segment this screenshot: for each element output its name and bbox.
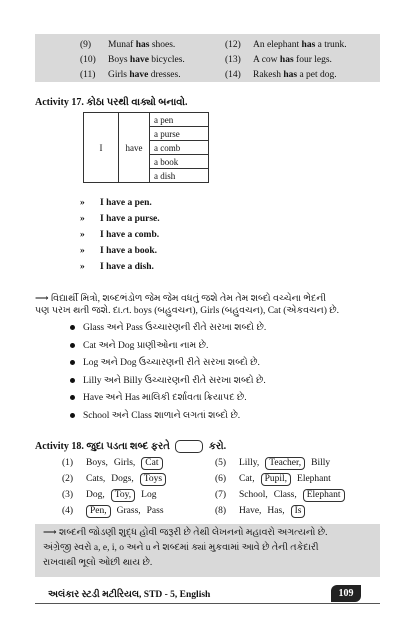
note1-line: વિદ્યાર્થી મિત્રો, શબ્દભંડોળ જેમ જેમ વધતું જશે તેમ તેમ શબ્દો વચ્ચેના ભેદની	[51, 294, 327, 304]
answer-text: I have a comb.	[100, 230, 160, 240]
double-chevron-icon: »	[80, 214, 85, 224]
odd-word-row	[62, 505, 170, 518]
double-chevron-icon: »	[80, 262, 85, 272]
answer-text: I have a dish.	[100, 262, 154, 272]
bullet-item	[70, 375, 266, 386]
word: Class,	[273, 490, 297, 500]
list-item	[225, 54, 332, 66]
odd-word-row	[215, 473, 337, 486]
note2-line: અંગ્રેજી સ્વરો a, e, i, o અને u ને શબ્દમાં ક્યાં મુકવામાં આવે છે તેની તકેદારી	[43, 543, 319, 553]
list-object: a trunk.	[315, 40, 347, 50]
arrow-icon: ⟶	[43, 528, 57, 538]
list-subject: Girls	[108, 70, 130, 80]
bullet-text: Lilly અને Billy ઉચ્ચારણની રીતે સરખા શબ્દો છે.	[83, 375, 266, 386]
circled-word: Pupil,	[261, 473, 291, 486]
list-number: (11)	[80, 70, 96, 80]
list-number: (9)	[80, 40, 92, 50]
list-number: (12)	[225, 40, 241, 50]
word: Has,	[267, 506, 285, 516]
list-item	[225, 39, 347, 51]
row-number: (1)	[62, 458, 74, 468]
word: Dogs,	[111, 474, 134, 484]
list-object: dresses.	[148, 70, 181, 80]
bullet-icon	[70, 325, 75, 330]
circle-shape-icon	[175, 440, 203, 453]
bullet-item	[70, 410, 240, 421]
list-subject: A cow	[253, 55, 280, 65]
answer-item	[80, 198, 152, 208]
list-item	[80, 69, 181, 81]
list-verb: has	[135, 40, 150, 50]
table-cell-option: a book	[150, 155, 209, 169]
bullet-icon	[70, 378, 75, 383]
list-verb: has	[283, 70, 298, 80]
circled-word: Pen,	[86, 505, 111, 518]
word: Dog,	[86, 490, 105, 500]
odd-word-row	[215, 457, 336, 470]
answer-item	[80, 262, 154, 272]
double-chevron-icon: »	[80, 246, 85, 256]
bullet-icon	[70, 360, 75, 365]
list-object: bicycles.	[148, 55, 185, 65]
bullet-item	[70, 322, 266, 333]
note2-line: શબ્દની જોડણી શુદ્ધ હોવી જરૂરી છે તેથી લેખનનો મહાવરો અગત્યનો છે.	[59, 528, 328, 538]
list-item	[80, 39, 175, 51]
row-number: (4)	[62, 506, 74, 516]
activity18-title-a: Activity 18. જુદા પડતા શબ્દ ફરતે	[35, 440, 170, 452]
list-item	[80, 54, 185, 66]
list-subject: Boys	[108, 55, 130, 65]
note2-line: રાખવાથી ભૂલો ઓછી થાય છે.	[43, 558, 153, 568]
word: Billy	[311, 458, 331, 468]
note1-paragraph	[35, 293, 380, 317]
row-number: (2)	[62, 474, 74, 484]
word: Boys,	[86, 458, 108, 468]
circled-word: Teacher,	[265, 457, 305, 470]
list-subject: Munaf	[108, 40, 136, 50]
odd-word-row	[62, 489, 162, 502]
list-verb: have	[129, 70, 149, 80]
note1-line: પણ પરખ થતી જશે. દા.ત. boys (બહુવચન), Girls (બહુવચન), Cat (એકવચન) છે.	[35, 306, 340, 316]
odd-word-row	[215, 505, 311, 518]
odd-word-row	[62, 457, 169, 470]
row-number: (8)	[215, 506, 227, 516]
answer-text: I have a book.	[100, 246, 158, 256]
word: Log	[141, 490, 157, 500]
word: Pass	[146, 506, 164, 516]
word: School,	[239, 490, 268, 500]
table-cell-option: a purse	[150, 127, 209, 141]
activity17-title: Activity 17. કોઠા પરથી વાક્યો બનાવો.	[35, 97, 188, 108]
footer-rule	[35, 603, 380, 604]
word: Grass,	[116, 506, 141, 516]
table-cell-option: a comb	[150, 141, 209, 155]
answer-item	[80, 230, 159, 240]
answer-text: I have a purse.	[100, 214, 160, 224]
word: Lilly,	[239, 458, 260, 468]
bullet-icon	[70, 343, 75, 348]
note2-box	[35, 524, 380, 577]
arrow-icon: ⟶	[35, 294, 49, 304]
activity17-table	[83, 112, 209, 183]
list-verb: have	[129, 55, 149, 65]
list-item	[225, 69, 337, 81]
double-chevron-icon: »	[80, 230, 85, 240]
list-number: (10)	[80, 55, 96, 65]
circled-word: Elephant	[303, 489, 345, 502]
list-object: four legs.	[293, 55, 332, 65]
bullet-text: Cat અને Dog પ્રાણીઓના નામ છે.	[83, 340, 209, 351]
list-subject: An elephant	[253, 40, 302, 50]
row-number: (7)	[215, 490, 227, 500]
bullet-text: School અને Class શાળાને લગતાં શબ્દો છે.	[83, 410, 241, 421]
bullet-text: Glass અને Pass ઉચ્ચારણની રીતે સરખા શબ્દો છે.	[83, 323, 267, 333]
word: Have,	[239, 506, 262, 516]
circled-word: Toys	[140, 473, 166, 486]
bullet-text: Log અને Dog ઉચ્ચારણની રીતે સરખા શબ્દો છે.	[83, 358, 260, 368]
activity18-title	[35, 440, 226, 453]
circled-word: Toy,	[111, 489, 135, 502]
list-object: a pet dog.	[297, 70, 337, 80]
word: Girls,	[113, 458, 136, 468]
bullet-icon	[70, 413, 75, 418]
word: Cat,	[239, 474, 255, 484]
answer-item	[80, 246, 157, 256]
table-cell-option: a pen	[150, 113, 209, 127]
circled-word: Cat	[141, 457, 162, 470]
row-number: (6)	[215, 474, 227, 484]
word: Cats,	[86, 474, 106, 484]
answer-item	[80, 214, 160, 224]
list-subject: Rakesh	[253, 70, 284, 80]
bullet-text: Have અને Has માલિકી દર્શાવતા ક્રિયાપદ છે.	[83, 393, 247, 403]
row-number: (5)	[215, 458, 227, 468]
circled-word: Is	[291, 505, 306, 518]
answer-text: I have a pen.	[100, 198, 152, 208]
list-number: (13)	[225, 55, 241, 65]
bullet-item	[70, 340, 208, 351]
list-number: (14)	[225, 70, 241, 80]
activity18-title-b: કરો.	[208, 440, 227, 452]
list-object: shoes.	[149, 40, 176, 50]
row-number: (3)	[62, 490, 74, 500]
table-cell-option: a dish	[150, 169, 209, 183]
bullet-icon	[70, 395, 75, 400]
word: Elephant	[297, 474, 331, 484]
bullet-item	[70, 392, 247, 403]
list-verb: has	[301, 40, 316, 50]
page-number: 109	[331, 585, 361, 602]
footer-text: અલંકાર સ્ટડી મટીરિયલ, STD - 5, English	[48, 590, 211, 600]
double-chevron-icon: »	[80, 198, 85, 208]
odd-word-row	[215, 489, 351, 502]
table-cell-verb: have	[119, 113, 150, 183]
odd-word-row	[62, 473, 172, 486]
list-verb: has	[279, 55, 294, 65]
bullet-item	[70, 357, 260, 368]
table-cell-subject: I	[84, 113, 119, 183]
